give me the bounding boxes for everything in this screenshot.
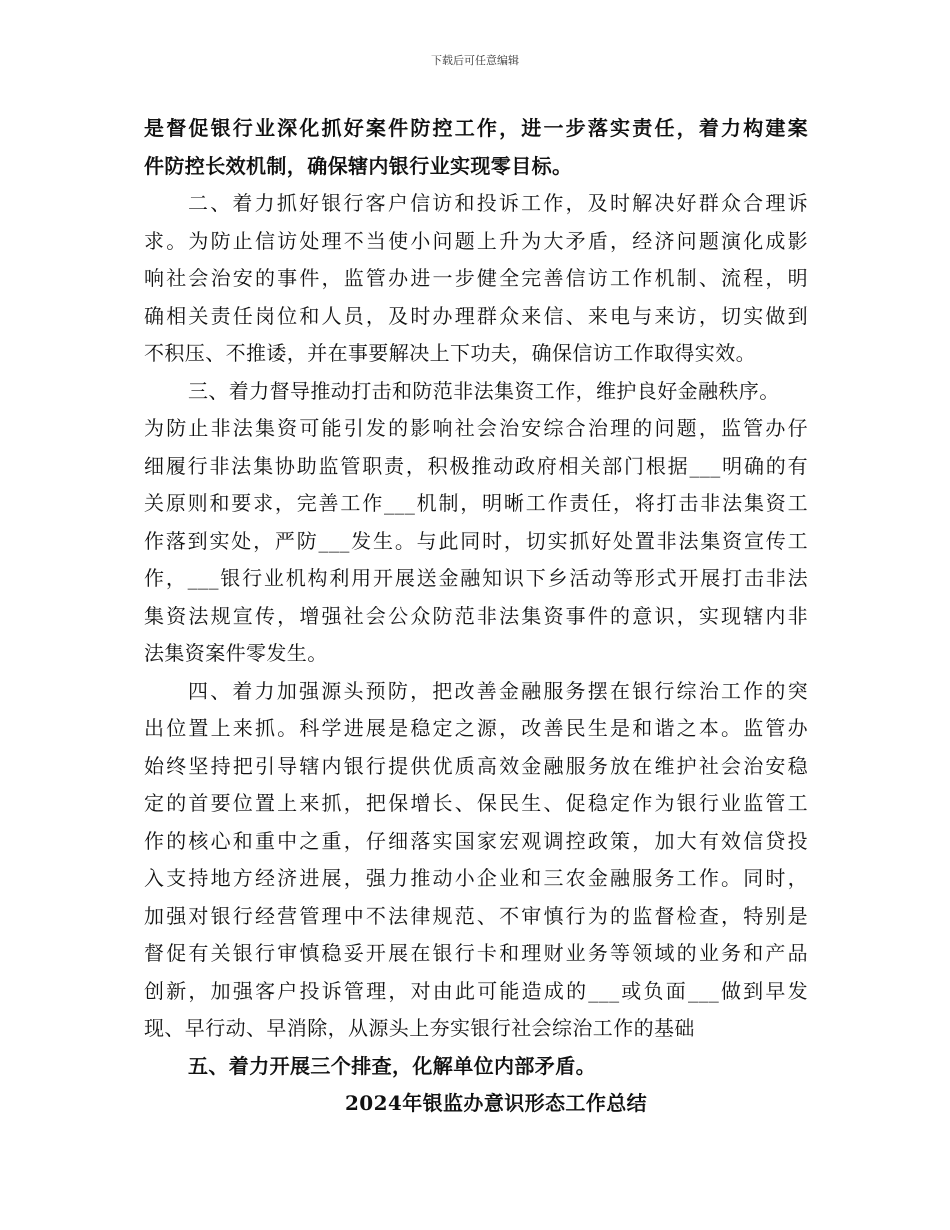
text-line: 入支持地方经济进展，强力推动小企业和三农金融服务工作。同时， <box>144 866 808 890</box>
text-line: 出位置上来抓。科学进展是稳定之源，改善民生是和谐之本。监管办 <box>144 716 808 740</box>
text-line: 现、早行动、早消除，从源头上夯实银行社会综治工作的基础 <box>144 1016 695 1040</box>
text-line: 创新，加强客户投诉管理，对由此可能造成的___或负面___做到早发 <box>144 978 808 1003</box>
section-two-heading-line: 二、着力抓好银行客户信访和投诉工作，及时解决好群众合理诉 <box>188 191 808 215</box>
text-line: 响社会治安的事件，监管办进一步健全完善信访工作机制、流程，明 <box>144 266 808 290</box>
text-line: 作落到实处，严防___发生。与此同时，切实抓好处置非法集资宣传工 <box>144 528 808 553</box>
text-line: 为防止非法集资可能引发的影响社会治安综合治理的问题，监管办仔 <box>144 416 808 440</box>
text-line: 确相关责任岗位和人员，及时办理群众来信、来电与来访，切实做到 <box>144 303 808 328</box>
section-five-heading: 五、着力开展三个排查，化解单位内部矛盾。 <box>188 1053 596 1078</box>
text-line: 加强对银行经营管理中不法律规范、不审慎行为的监督检查，特别是 <box>144 903 808 928</box>
section-three-heading-line: 三、着力督导推动打击和防范非法集资工作，维护良好金融秩序。 <box>188 378 780 403</box>
text-line: 集资法规宣传，增强社会公众防范非法集资事件的意识，实现辖内非 <box>144 603 808 628</box>
text-line: 关原则和要求，完善工作___机制，明晰工作责任，将打击非法集资工 <box>144 491 808 515</box>
text-line: 不积压、不推诿，并在事要解决上下功夫，确保信访工作取得实效。 <box>144 341 756 365</box>
text-line: 件防控长效机制，确保辖内银行业实现零目标。 <box>144 153 573 178</box>
section-four-heading-line: 四、着力加强源头预防，把改善金融服务摆在银行综治工作的突 <box>188 678 808 703</box>
text-line: 始终坚持把引导辖内银行提供优质高效金融服务放在维护社会治安稳 <box>144 753 808 778</box>
text-line: 细履行非法集协助监管职责，积极推动政府相关部门根据___明确的有 <box>144 453 808 478</box>
text-line: 督促有关银行审慎稳妥开展在银行卡和理财业务等领域的业务和产品 <box>144 941 808 965</box>
text-line: 求。为防止信访处理不当使小问题上升为大矛盾，经济问题演化成影 <box>144 228 808 253</box>
document-title: 2024年银监办意识形态工作总结 <box>344 1091 648 1115</box>
text-line: 作，___银行业机构利用开展送金融知识下乡活动等形式开展打击非法 <box>144 566 808 590</box>
text-line: 是督促银行业深化抓好案件防控工作，进一步落实责任，着力构建案 <box>144 116 808 140</box>
document-body <box>144 110 808 1123</box>
text-line: 作的核心和重中之重，仔细落实国家宏观调控政策，加大有效信贷投 <box>144 828 808 853</box>
text-line: 法集资案件零发生。 <box>144 641 328 665</box>
text-line: 定的首要位置上来抓，把保增长、保民生、促稳定作为银行业监管工 <box>144 791 808 815</box>
page-header: 下载后可任意编辑 <box>431 54 519 67</box>
